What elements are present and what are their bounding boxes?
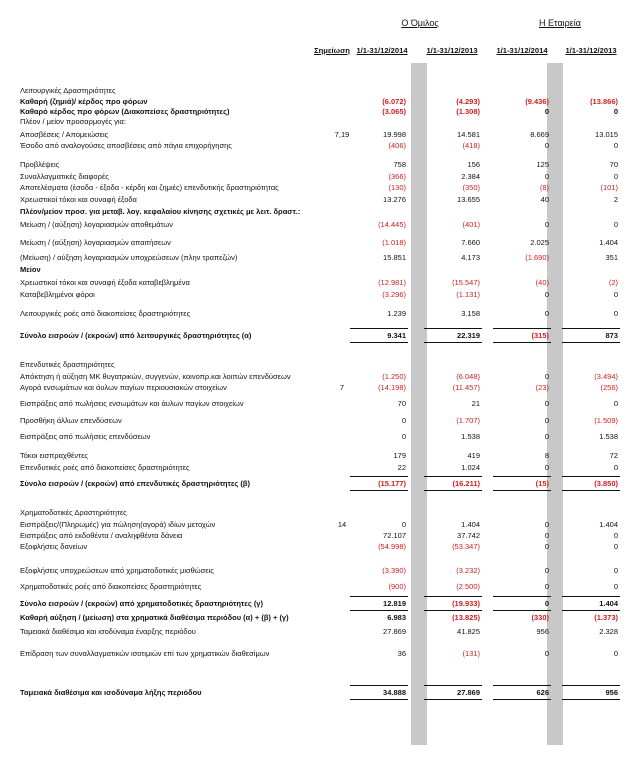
total-rule xyxy=(350,490,408,491)
row-label: Μείον xyxy=(20,265,41,274)
total-rule xyxy=(424,328,482,329)
row-label: Αποσβέσεις / Απομειώσεις xyxy=(20,130,109,139)
statement-row xyxy=(0,107,636,117)
total-rule xyxy=(424,610,482,611)
row-value: (13.866) xyxy=(590,97,618,106)
row-value: 2.328 xyxy=(599,627,618,636)
row-label: Αποτελέσματα (έσοδα - έξοδα - κέρδη και ζημιές) επενδυτικής δραστηριότητας xyxy=(20,183,279,192)
statement-row xyxy=(0,309,636,319)
statement-row xyxy=(0,399,636,409)
total-rule xyxy=(493,342,551,343)
statement-row xyxy=(0,451,636,461)
row-value: 2.025 xyxy=(530,238,549,247)
statement-row xyxy=(0,195,636,205)
row-value: 1.538 xyxy=(461,432,480,441)
row-value: 1.404 xyxy=(461,520,480,529)
row-value: 1.024 xyxy=(461,463,480,472)
row-value: 0 xyxy=(544,463,549,472)
row-label: Πλέον / μείον προσαρμογές για: xyxy=(20,117,126,126)
statement-row xyxy=(0,160,636,170)
row-label: Εισπράξεις από εκδοθέντα / αναληφθέντα δάνεια xyxy=(20,531,183,540)
row-value: 1.404 xyxy=(599,520,618,529)
row-value: 0 xyxy=(613,309,618,318)
total-rule xyxy=(350,328,408,329)
row-value: 0 xyxy=(613,566,618,575)
row-value: 0 xyxy=(544,309,549,318)
total-rule xyxy=(562,699,620,700)
row-value: (2) xyxy=(608,278,618,287)
row-value: (14.445) xyxy=(378,220,406,229)
row-value: 34.888 xyxy=(383,688,406,697)
row-value: (366) xyxy=(388,172,406,181)
row-label: Χρηματοδοτικές Δραστηριότητες xyxy=(20,508,127,517)
row-label: Επενδυτικές δραστηριότητες xyxy=(20,360,115,369)
total-rule xyxy=(493,476,551,477)
row-value: (406) xyxy=(388,141,406,150)
row-value: 0 xyxy=(613,582,618,591)
row-value: (1.131) xyxy=(456,290,480,299)
row-value: 179 xyxy=(393,451,406,460)
row-value: 1.404 xyxy=(599,238,618,247)
row-value: (1.308) xyxy=(456,107,480,116)
row-value: 13.655 xyxy=(457,195,480,204)
total-rule xyxy=(493,328,551,329)
row-value: 2.384 xyxy=(461,172,480,181)
row-value: (19.933) xyxy=(452,599,480,608)
row-value: 156 xyxy=(467,160,480,169)
row-value: 0 xyxy=(613,220,618,229)
row-value: (3.850) xyxy=(594,479,618,488)
row-value: (12.981) xyxy=(378,278,406,287)
row-value: 19.998 xyxy=(383,130,406,139)
row-value: (1.690) xyxy=(525,253,549,262)
row-value: (900) xyxy=(388,582,406,591)
row-value: 956 xyxy=(536,627,549,636)
row-value: (101) xyxy=(600,183,618,192)
row-value: 419 xyxy=(467,451,480,460)
row-label: Εισπράξεις από πωλήσεις ενσωμάτων και άυλων παγίων στοιχείων xyxy=(20,399,244,408)
row-value: (418) xyxy=(462,141,480,150)
statement-row xyxy=(0,463,636,473)
row-value: 36 xyxy=(397,649,406,658)
row-label: Μείωση / (αύξηση) λογαριασμών απαιτήσεων xyxy=(20,238,171,247)
row-value: 0 xyxy=(544,372,549,381)
row-note: 7 xyxy=(339,383,345,392)
row-label: Εισπράξεις από πωλήσεις επενδύσεων xyxy=(20,432,151,441)
statement-row xyxy=(0,542,636,552)
row-label: Καθαρή (ζημιά)/ κέρδος προ φόρων xyxy=(20,97,148,106)
total-rule xyxy=(493,596,551,597)
row-value: 0 xyxy=(544,399,549,408)
row-value: 14.581 xyxy=(457,130,480,139)
row-value: 0 xyxy=(401,432,406,441)
row-label: Επίδραση των συναλλαγματικών ισοτιμιών επί των χρηματικών διαθεσίμων xyxy=(20,649,270,658)
row-value: 9.341 xyxy=(387,331,406,340)
period-header-4: 1/1-31/12/2013 xyxy=(565,46,617,55)
row-value: 0 xyxy=(613,107,618,116)
row-value: 27.869 xyxy=(383,627,406,636)
row-label: Καταβεβλημένοι φόροι xyxy=(20,290,95,299)
statement-row xyxy=(0,432,636,442)
total-rule xyxy=(493,699,551,700)
statement-row xyxy=(0,183,636,193)
row-value: 13.276 xyxy=(383,195,406,204)
row-value: 0 xyxy=(544,599,549,608)
row-label: Χρηματοδοτικές ροές από διακοπείσες δραστηριότητες xyxy=(20,582,202,591)
row-value: 0 xyxy=(613,290,618,299)
row-value: 0 xyxy=(544,542,549,551)
statement-row xyxy=(0,141,636,151)
statement-row xyxy=(0,130,636,140)
row-value: 12.819 xyxy=(383,599,406,608)
row-value: 956 xyxy=(605,688,618,697)
statement-row xyxy=(0,479,636,489)
period-header-3: 1/1-31/12/2014 xyxy=(496,46,548,55)
total-rule xyxy=(562,685,620,686)
row-value: 37.742 xyxy=(457,531,480,540)
company-header: Η Εταιρεία xyxy=(539,18,581,28)
statement-row xyxy=(0,253,636,263)
row-label: Τόκοι εισπραχθέντες xyxy=(20,451,89,460)
row-value: (1.018) xyxy=(382,238,406,247)
row-value: 0 xyxy=(401,416,406,425)
statement-row xyxy=(0,599,636,609)
row-value: 2 xyxy=(613,195,618,204)
total-rule xyxy=(424,699,482,700)
total-rule xyxy=(493,610,551,611)
statement-row xyxy=(0,566,636,576)
row-value: (6.048) xyxy=(456,372,480,381)
row-value: 72.107 xyxy=(383,531,406,540)
row-value: 873 xyxy=(605,331,618,340)
statement-row xyxy=(0,688,636,698)
statement-row xyxy=(0,220,636,230)
statement-row xyxy=(0,520,636,530)
statement-row xyxy=(0,372,636,382)
statement-row xyxy=(0,238,636,248)
row-value: (16.211) xyxy=(452,479,480,488)
statement-row xyxy=(0,508,636,518)
row-label: Έσοδο από αναλογούσες αποσβέσεις από πάγια επιχορήγησης xyxy=(20,141,232,150)
statement-row xyxy=(0,531,636,541)
period-header-1: 1/1-31/12/2014 xyxy=(356,46,408,55)
row-label: Προσθήκη άλλων επενδύσεων xyxy=(20,416,122,425)
row-value: (3.232) xyxy=(456,566,480,575)
total-rule xyxy=(562,476,620,477)
row-value: (1.707) xyxy=(456,416,480,425)
row-note: 7,19 xyxy=(334,130,350,139)
row-value: (1.373) xyxy=(594,613,618,622)
row-label: Λειτουργικές Δραστηριότητες xyxy=(20,86,116,95)
row-value: 6.983 xyxy=(387,613,406,622)
row-value: (1.250) xyxy=(382,372,406,381)
row-label: Μείωση / (αύξηση) λογαριασμών αποθεμάτων xyxy=(20,220,174,229)
total-rule xyxy=(424,476,482,477)
total-rule xyxy=(350,596,408,597)
group-header: Ο Όμιλος xyxy=(401,18,439,28)
total-rule xyxy=(350,610,408,611)
statement-row xyxy=(0,582,636,592)
row-value: 0 xyxy=(544,107,549,116)
row-value: (330) xyxy=(531,613,549,622)
row-value: 0 xyxy=(544,520,549,529)
row-value: 0 xyxy=(613,172,618,181)
row-label: Εξοφλήσεις υποχρεώσεων από χρηματοδοτικές μισθώσεις xyxy=(20,566,214,575)
row-label: Χρεωστικοί τόκοι και συναφή έξοδα xyxy=(20,195,137,204)
row-value: (4.293) xyxy=(456,97,480,106)
statement-row xyxy=(0,416,636,426)
total-rule xyxy=(493,490,551,491)
statement-row xyxy=(0,360,636,370)
total-rule xyxy=(424,342,482,343)
row-value: 70 xyxy=(609,160,618,169)
row-value: 3.158 xyxy=(461,309,480,318)
total-rule xyxy=(424,490,482,491)
row-value: 27.869 xyxy=(457,688,480,697)
period-header-2: 1/1-31/12/2013 xyxy=(426,46,478,55)
total-rule xyxy=(350,342,408,343)
row-value: (15.547) xyxy=(452,278,480,287)
row-value: 22 xyxy=(397,463,406,472)
row-value: 1.538 xyxy=(599,432,618,441)
row-value: 626 xyxy=(536,688,549,697)
row-value: 15.851 xyxy=(383,253,406,262)
total-rule xyxy=(562,328,620,329)
statement-row xyxy=(0,97,636,107)
row-value: 0 xyxy=(613,399,618,408)
row-value: 0 xyxy=(544,141,549,150)
row-value: (350) xyxy=(462,183,480,192)
statement-row xyxy=(0,290,636,300)
statement-row xyxy=(0,117,636,127)
row-value: (40) xyxy=(535,278,549,287)
row-value: 7.660 xyxy=(461,238,480,247)
statement-row xyxy=(0,649,636,659)
note-column-header: Σημείωση xyxy=(314,46,350,55)
row-value: (9.436) xyxy=(525,97,549,106)
row-value: (15.177) xyxy=(378,479,406,488)
row-value: 0 xyxy=(544,649,549,658)
row-label: Καθαρό κέρδος προ φόρων (Διακοπείσες δραστηριότητες) xyxy=(20,107,230,116)
row-value: 758 xyxy=(393,160,406,169)
row-label: Εισπράξεις/(Πληρωμές) για πώληση(αγορά) ιδίων μετοχών xyxy=(20,520,216,529)
row-value: (23) xyxy=(535,383,549,392)
statement-row xyxy=(0,331,636,341)
statement-row xyxy=(0,172,636,182)
row-label: Λειτουργικές ροές από διακοπείσες δραστηριότητες xyxy=(20,309,191,318)
total-rule xyxy=(350,476,408,477)
row-value: (401) xyxy=(462,220,480,229)
row-value: 41.825 xyxy=(457,627,480,636)
row-label: Σύνολο εισροών / (εκροών) από επενδυτικές δραστηριότητες (β) xyxy=(20,479,250,488)
statement-row xyxy=(0,627,636,637)
row-value: 0 xyxy=(613,542,618,551)
row-label: Σύνολο εισροών / (εκροών) από χρηματοδοτικές δραστηριότητες (γ) xyxy=(20,599,263,608)
total-rule xyxy=(562,610,620,611)
total-rule xyxy=(562,490,620,491)
row-label: Συναλλαγματικές διαφορές xyxy=(20,172,109,181)
row-value: 0 xyxy=(613,649,618,658)
row-value: (3.065) xyxy=(382,107,406,116)
row-label: Επενδυτικές ροές από διακοπείσες δραστηριότητες xyxy=(20,463,190,472)
row-value: 1.404 xyxy=(599,599,618,608)
row-label: Σύνολο εισροών / (εκροών) από λειτουργικές δραστηριότητες (α) xyxy=(20,331,252,340)
row-value: 0 xyxy=(544,172,549,181)
row-value: (14.198) xyxy=(378,383,406,392)
row-label: Ταμειακά διαθέσιμα και ισοδύναμα λήξης περιόδου xyxy=(20,688,202,697)
row-label: Εξοφλήσεις δανείων xyxy=(20,542,88,551)
total-rule xyxy=(424,596,482,597)
row-value: 0 xyxy=(613,463,618,472)
row-value: (3.494) xyxy=(594,372,618,381)
row-label: Ταμειακά διαθέσιμα και ισοδύναμα έναρξης περιόδου xyxy=(20,627,196,636)
row-value: 21 xyxy=(471,399,480,408)
row-value: 0 xyxy=(401,520,406,529)
row-value: 0 xyxy=(613,531,618,540)
row-value: (130) xyxy=(388,183,406,192)
row-label: Προβλέψεις xyxy=(20,160,60,169)
statement-row xyxy=(0,383,636,393)
row-label: Χρεωστικοί τόκοι και συναφή έξοδα καταβεβλημένα xyxy=(20,278,190,287)
row-value: 0 xyxy=(544,531,549,540)
statement-row xyxy=(0,278,636,288)
row-value: 0 xyxy=(544,416,549,425)
row-label: (Μείωση) / αύξηση λογαριασμών υποχρεώσεων (πλην τραπεζών) xyxy=(20,253,238,262)
row-value: 8.669 xyxy=(530,130,549,139)
row-value: (1.509) xyxy=(594,416,618,425)
row-value: (53.347) xyxy=(452,542,480,551)
total-rule xyxy=(350,685,408,686)
total-rule xyxy=(562,596,620,597)
row-value: 0 xyxy=(544,566,549,575)
statement-row xyxy=(0,265,636,275)
row-label: Αγορά ενσωμάτων και άυλων παγίων περιουσιακών στοιχείων xyxy=(20,383,227,392)
statement-row xyxy=(0,86,636,96)
row-value: 0 xyxy=(613,141,618,150)
row-value: 351 xyxy=(605,253,618,262)
total-rule xyxy=(350,699,408,700)
statement-row xyxy=(0,613,636,623)
row-value: 8 xyxy=(544,451,549,460)
row-value: 22.319 xyxy=(457,331,480,340)
row-value: (2.500) xyxy=(456,582,480,591)
row-value: 70 xyxy=(397,399,406,408)
row-value: 0 xyxy=(544,432,549,441)
statement-row xyxy=(0,207,636,217)
row-label: Καθαρή αύξηση / (μείωση) στα χρηματικά διαθέσιμα περιόδου (α) + (β) + (γ) xyxy=(20,613,289,622)
row-value: 0 xyxy=(544,290,549,299)
row-value: 13.015 xyxy=(595,130,618,139)
row-value: 4.173 xyxy=(461,253,480,262)
row-value: 0 xyxy=(544,220,549,229)
row-value: 72 xyxy=(609,451,618,460)
row-value: (11.457) xyxy=(452,383,480,392)
row-value: (131) xyxy=(462,649,480,658)
row-label: Πλέον/μείον προσ. για μεταβ. λογ. κεφαλαίου κίνησης σχετικές με λειτ. δραστ.: xyxy=(20,207,301,216)
total-rule xyxy=(562,342,620,343)
row-value: (13.825) xyxy=(452,613,480,622)
row-value: (3.390) xyxy=(382,566,406,575)
total-rule xyxy=(424,685,482,686)
row-value: (6.072) xyxy=(382,97,406,106)
row-value: 1.239 xyxy=(387,309,406,318)
total-rule xyxy=(493,685,551,686)
row-note: 14 xyxy=(337,520,347,529)
row-value: 40 xyxy=(540,195,549,204)
row-value: (315) xyxy=(531,331,549,340)
row-value: (3.296) xyxy=(382,290,406,299)
row-value: (256) xyxy=(600,383,618,392)
row-value: (15) xyxy=(535,479,549,488)
row-value: (8) xyxy=(539,183,549,192)
row-value: 0 xyxy=(544,582,549,591)
row-value: (54.998) xyxy=(378,542,406,551)
row-value: 125 xyxy=(536,160,549,169)
row-label: Απόκτηση ή αύξηση ΜΚ θυγατρικών, συγγενών, κοινοπρ.και λοιπών επενδύσεων xyxy=(20,372,291,381)
